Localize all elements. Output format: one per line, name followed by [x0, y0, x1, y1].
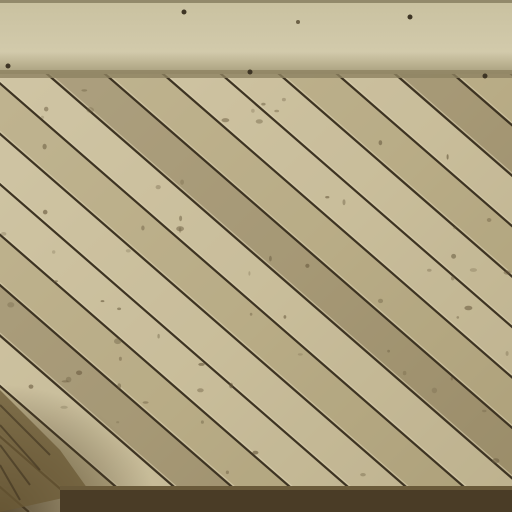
wood-knot: [43, 210, 48, 215]
wood-knot: [261, 103, 265, 106]
wood-knot: [379, 140, 383, 145]
wood-knot: [44, 107, 48, 112]
wood-knot: [378, 299, 383, 303]
wood-knot: [427, 269, 432, 272]
wood-knot: [176, 226, 184, 231]
wood-knot: [269, 256, 272, 262]
bottom-edge-highlight: [60, 486, 512, 490]
wood-knot: [432, 388, 437, 394]
wood-knot: [282, 98, 286, 101]
wood-knot: [81, 89, 87, 91]
wood-knot: [451, 377, 453, 380]
wood-knot: [54, 280, 58, 282]
wood-knot: [387, 350, 390, 353]
wood-knot: [506, 351, 509, 356]
wood-knot: [141, 226, 144, 231]
wood-knot: [453, 226, 456, 229]
wood-knot: [180, 180, 184, 185]
top-beam-shadow: [0, 70, 512, 78]
wood-knot: [251, 109, 255, 113]
wood-knot: [492, 458, 499, 463]
wood-knot: [305, 264, 309, 268]
top-beam: [0, 0, 512, 74]
wood-knot: [284, 315, 287, 319]
wood-knot: [343, 199, 346, 205]
wood-knot: [222, 118, 230, 122]
wood-knot: [457, 316, 460, 319]
wood-knot: [248, 271, 250, 275]
wood-knot: [86, 107, 94, 113]
wood-knot: [360, 473, 366, 476]
wood-knot: [482, 410, 486, 412]
wood-knot: [256, 119, 263, 123]
wood-knot: [43, 144, 47, 150]
wood-knot: [464, 306, 472, 311]
wood-knot: [1, 232, 7, 236]
top-beam-edge: [0, 0, 512, 3]
wood-knot: [504, 270, 511, 274]
wood-knot: [41, 116, 44, 119]
bottom-edge: [60, 488, 512, 512]
wood-knot: [126, 249, 131, 252]
wood-knot: [451, 276, 454, 280]
wood-knot: [487, 218, 492, 222]
wood-knot: [403, 371, 407, 375]
wood-knot: [298, 353, 303, 355]
wood-knot: [156, 185, 161, 189]
wood-knot: [52, 250, 55, 254]
wood-knot: [470, 268, 477, 272]
wood-knot: [447, 154, 449, 159]
wood-knot: [451, 254, 456, 259]
wood-knot: [179, 216, 182, 222]
wood-knot: [274, 110, 279, 113]
wood-knot: [325, 196, 329, 198]
